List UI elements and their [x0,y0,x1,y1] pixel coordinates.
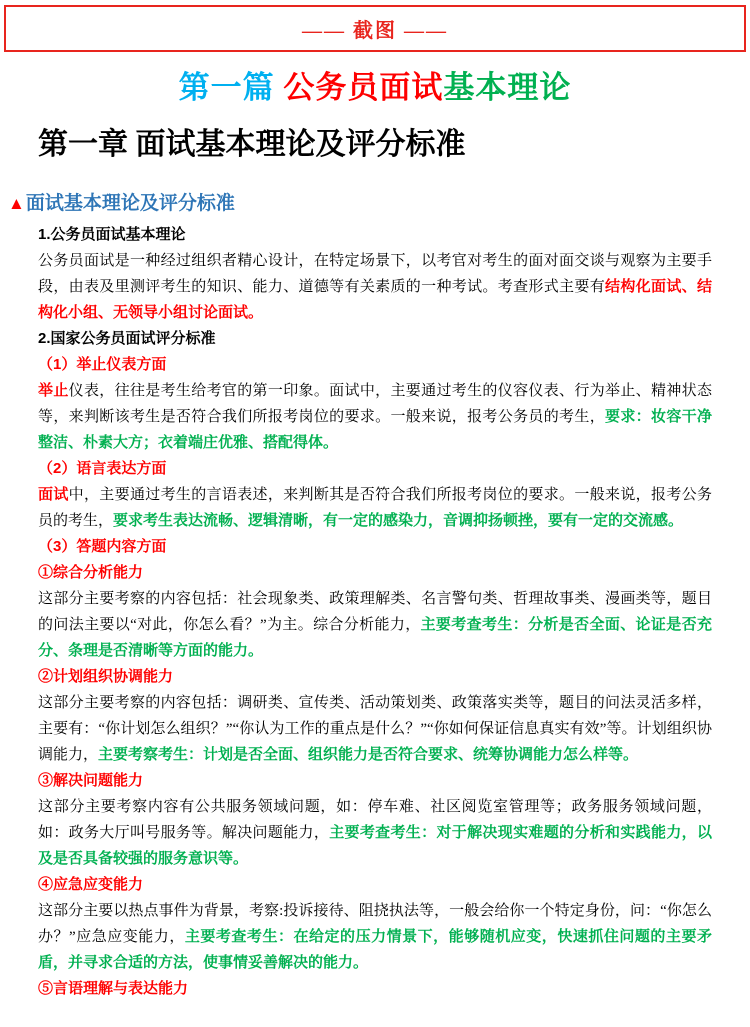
text-run: 中，主要通过考生的言语表述，来判断其是否符合我们所报考岗位的要求。一般来说，报考公务员的考生， [38,487,712,529]
heading-text: ②计划组织协调能力 [38,668,174,685]
body-heading [38,872,712,898]
heading-text: ④应急应变能力 [38,876,144,893]
text-run: 主要考查考生：对于解决现实难题的分析和实践能力，以及是否具备较强的服务意识等。 [38,824,712,867]
body-heading [38,326,712,352]
body-heading [38,456,712,482]
body-paragraph [38,690,712,768]
body-heading [38,664,712,690]
text-run: 结构化面试、结构化小组、无领导小组讨论面试。 [38,278,712,321]
body-heading [38,352,712,378]
text-run: 这部分主要以热点事件为背景，考察:投诉接待、阻挠执法等，一般会给你一个特定身份，问：“你怎么办？”应急应变能力， [38,903,712,945]
heading-text: （1）举止仪表方面 [38,356,167,373]
triangle-marker-icon: ▲ [8,194,25,213]
body-heading [38,768,712,794]
text-run: 这部分主要考察的内容包括：调研类、宣传类、活动策划类、政策落实类等，题目的问法灵活多样，主要有：“你计划怎么组织？”“你认为工作的重点是什么？”“你如何保证信息真实有效”等。计划组织协调能力， [38,695,712,763]
text-run: 这部分主要考察内容有公共服务领域问题，如：停车难、社区阅览室管理等；政务服务领域问题，如：政务大厅叫号服务等。解决问题能力， [38,799,712,841]
body-paragraph [38,586,712,664]
doc-title-part1: 第一篇 [178,70,284,105]
body-paragraph [38,482,712,534]
heading-text: 2.国家公务员面试评分标准 [38,330,216,347]
text-run: 举止 [38,382,69,399]
heading-text: （3）答题内容方面 [38,538,167,555]
body-heading [38,534,712,560]
heading-text: ⑤言语理解与表达能力 [38,980,189,997]
banner-label: —— 截图 —— [302,20,448,42]
body-paragraph [38,794,712,872]
text-run: 面试 [38,486,69,503]
doc-title-part3: 基本理论 [443,70,572,105]
text-run: 公务员面试是一种经过组织者精心设计，在特定场景下，以考官对考生的面对面交谈与观察为主要手段，由表及里测评考生的知识、能力、道德等有关素质的一种考试。考查形式主要有 [38,253,712,295]
text-run: 要求考生表达流畅、逻辑清晰，有一定的感染力，音调抑扬顿挫，要有一定的交流感。 [113,512,684,529]
doc-title [0,69,750,106]
heading-text: ③解决问题能力 [38,772,144,789]
body-paragraph [38,898,712,976]
text-run: 主要考查考生：分析是否全面、论证是否充分、条理是否清晰等方面的能力。 [38,616,712,659]
body-paragraph [38,248,712,326]
text-run: 主要考查考生：在给定的压力情景下，能够随机应变，快速抓住问题的主要矛盾，并寻求合适的方法，使事情妥善解决的能力。 [38,928,712,971]
body-paragraph [38,378,712,456]
screenshot-banner [4,5,746,52]
body-heading [38,222,712,248]
heading-text: （2）语言表达方面 [38,460,167,477]
section-header [8,192,742,216]
document-body [38,222,712,1002]
heading-text: ①综合分析能力 [38,564,144,581]
section-header-label: 面试基本理论及评分标准 [25,193,235,214]
body-heading [38,976,712,1002]
text-run: 要求：妆容干净整洁、朴素大方；衣着端庄优雅、搭配得体。 [38,408,712,451]
text-run: 主要考察考生：计划是否全面、组织能力是否符合要求、统筹协调能力怎么样等。 [98,746,639,763]
heading-text: 1.公务员面试基本理论 [38,226,186,243]
body-heading [38,560,712,586]
chapter-title: 第一章 面试基本理论及评分标准 [38,128,466,161]
text-run: 这部分主要考察的内容包括：社会现象类、政策理解类、名言警句类、哲理故事类、漫画类等，题目的问法主要以“对此，你怎么看？”为主。综合分析能力， [38,591,712,633]
text-run: 仪表，往往是考生给考官的第一印象。面试中，主要通过考生的仪容仪表、行为举止、精神状态等，来判断该考生是否符合我们所报考岗位的要求。一般来说，报考公务员的考生， [38,383,712,425]
doc-title-part2: 公务员面试 [283,70,444,105]
